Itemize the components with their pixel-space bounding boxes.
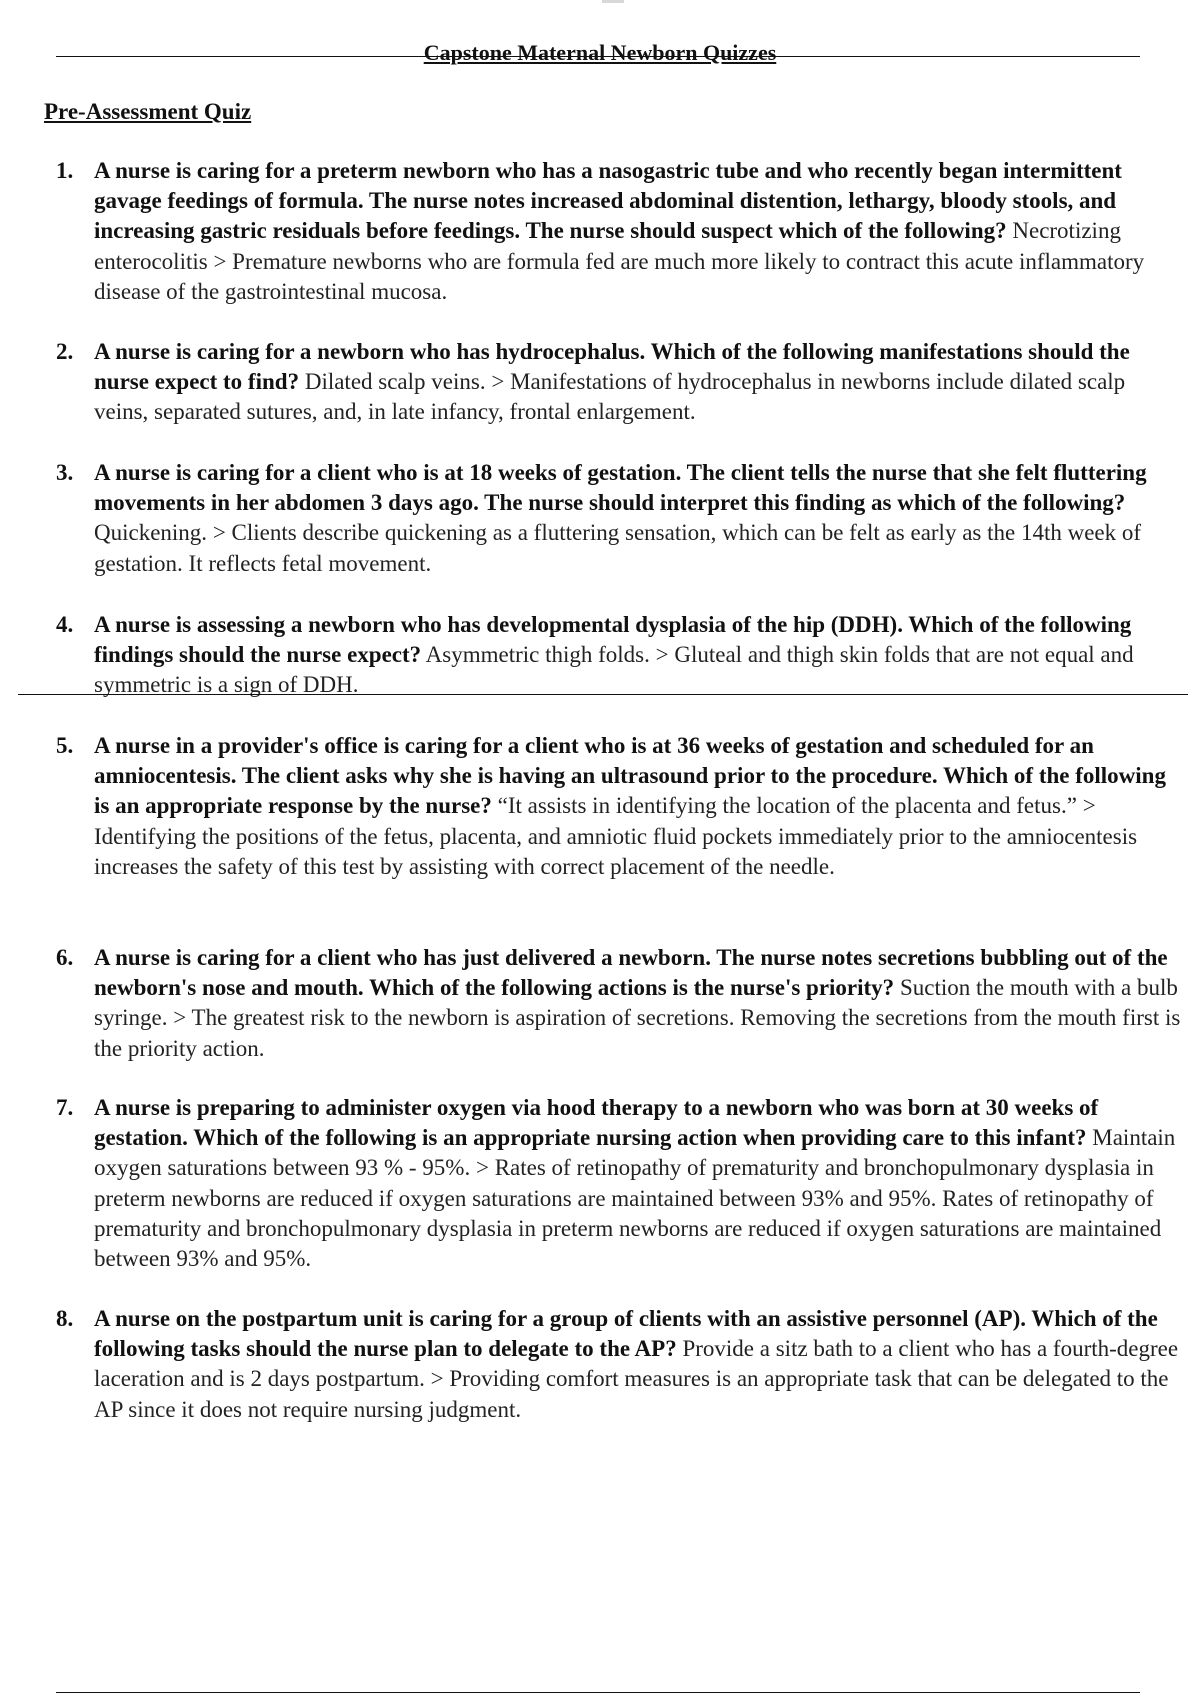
question-item bbox=[56, 731, 1184, 882]
rationale-separator: > bbox=[491, 369, 505, 395]
page-break-rule bbox=[18, 694, 1188, 695]
question-stem: A nurse is assessing a newborn who has developmental dysplasia of the hip (DDH). Which of the following findings should the nurse expect? bbox=[94, 612, 1132, 668]
document-title bbox=[0, 41, 1200, 65]
question-number: 7. bbox=[56, 1095, 74, 1120]
question-answer: Provide a sitz bath to a client who has a fourth-degree laceration and is 2 days postpartum. bbox=[94, 1336, 1179, 1392]
question-rationale: Rates of retinopathy of prematurity and bronchopulmonary dysplasia in preterm newborns are reduced if oxygen saturations are maintained between 93% and 95%. Rates of retinopathy of prematurity and bronchopulmonary dysplasia in preterm newborns are reduced if oxygen saturations are maintained between 93% and 95%. bbox=[94, 1155, 1162, 1272]
question-answer: Dilated scalp veins. bbox=[304, 369, 486, 395]
question-answer: Quickening. bbox=[94, 520, 208, 546]
question-number: 5. bbox=[56, 733, 74, 758]
question-number: 2. bbox=[56, 339, 74, 364]
question-stem: A nurse in a provider's office is caring for a client who is at 36 weeks of gestation and scheduled for an amniocentesis. The client asks why she is having an ultrasound prior to the procedure. Which of the following is an appropriate response by the nurse? bbox=[94, 733, 1166, 819]
page-top-marker bbox=[602, 0, 624, 3]
section-heading: Pre-Assessment Quiz bbox=[44, 99, 252, 124]
document-title-text: Capstone Maternal Newborn Quizzes bbox=[423, 40, 777, 65]
question-number: 3. bbox=[56, 460, 74, 485]
question-rationale: The greatest risk to the newborn is aspiration of secretions. Removing the secretions from the mouth first is the priority action. bbox=[94, 1005, 1181, 1061]
question-answer: Asymmetric thigh folds. bbox=[425, 642, 650, 668]
question-item bbox=[56, 610, 1184, 701]
question-number: 6. bbox=[56, 945, 74, 970]
question-stem: A nurse is caring for a client who has just delivered a newborn. The nurse notes secretions bubbling out of the newborn's nose and mouth. Which of the following actions is the nurse's priority? bbox=[94, 945, 1168, 1001]
rationale-separator: > bbox=[173, 1005, 187, 1031]
question-answer: Necrotizing enterocolitis bbox=[94, 218, 1121, 274]
rationale-separator: > bbox=[475, 1155, 489, 1181]
rationale-separator: > bbox=[430, 1366, 444, 1392]
question-item bbox=[56, 337, 1184, 428]
question-stem: A nurse is caring for a newborn who has hydrocephalus. Which of the following manifestations should the nurse expect to find? bbox=[94, 339, 1130, 395]
question-rationale: Gluteal and thigh skin folds that are not equal and symmetric is a sign of DDH. bbox=[94, 642, 1134, 698]
question-stem: A nurse on the postpartum unit is caring for a group of clients with an assistive personnel (AP). Which of the following tasks should the nurse plan to delegate to the AP? bbox=[94, 1306, 1158, 1362]
question-answer: “It assists in identifying the location of the placenta and fetus.” bbox=[497, 793, 1077, 819]
question-item bbox=[56, 156, 1184, 307]
question-rationale: Providing comfort measures is an appropriate task that can be delegated to the AP since it does not require nursing judgment. bbox=[94, 1366, 1169, 1422]
rationale-separator: > bbox=[212, 520, 226, 546]
question-item bbox=[56, 943, 1184, 1064]
question-rationale: Premature newborns who are formula fed are much more likely to contract this acute inflammatory disease of the gastrointestinal mucosa. bbox=[94, 248, 1145, 304]
question-rationale: Clients describe quickening as a fluttering sensation, which can be felt as early as the 14th week of gestation. It reflects fetal movement. bbox=[94, 520, 1142, 576]
question-answer: Suction the mouth with a bulb syringe. bbox=[94, 975, 1178, 1031]
question-stem: A nurse is caring for a preterm newborn who has a nasogastric tube and who recently began intermittent gavage feedings of formula. The nurse notes increased abdominal distention, lethargy, bloody stools, and increasing gastric residuals before feedings. The nurse should suspect which of the following? bbox=[94, 158, 1122, 244]
question-rationale: Manifestations of hydrocephalus in newborns include dilated scalp veins, separated sutures, and, in late infancy, frontal enlargement. bbox=[94, 369, 1126, 425]
question-number: 1. bbox=[56, 158, 74, 183]
question-number: 4. bbox=[56, 612, 74, 637]
question-stem: A nurse is preparing to administer oxygen via hood therapy to a newborn who was born at 30 weeks of gestation. Which of the following is an appropriate nursing action when providing care to this infant? bbox=[94, 1095, 1099, 1151]
question-item bbox=[56, 1304, 1184, 1425]
question-stem: A nurse is caring for a client who is at 18 weeks of gestation. The client tells the nurse that she felt fluttering movements in her abdomen 3 days ago. The nurse should interpret this finding as which of the following? bbox=[94, 460, 1147, 516]
rationale-separator: > bbox=[213, 248, 227, 274]
question-rationale: Identifying the positions of the fetus, placenta, and amniotic fluid pockets immediately prior to the amniocentesis increases the safety of this test by assisting with correct placement of the needle. bbox=[94, 823, 1138, 879]
rationale-separator: > bbox=[655, 642, 669, 668]
question-number: 8. bbox=[56, 1306, 74, 1331]
question-item bbox=[56, 1093, 1184, 1274]
rationale-separator: > bbox=[1082, 793, 1096, 819]
question-item bbox=[56, 458, 1184, 579]
footer-rule bbox=[56, 1692, 1140, 1693]
question-answer: Maintain oxygen saturations between 93 % - 95%. bbox=[94, 1125, 1176, 1181]
